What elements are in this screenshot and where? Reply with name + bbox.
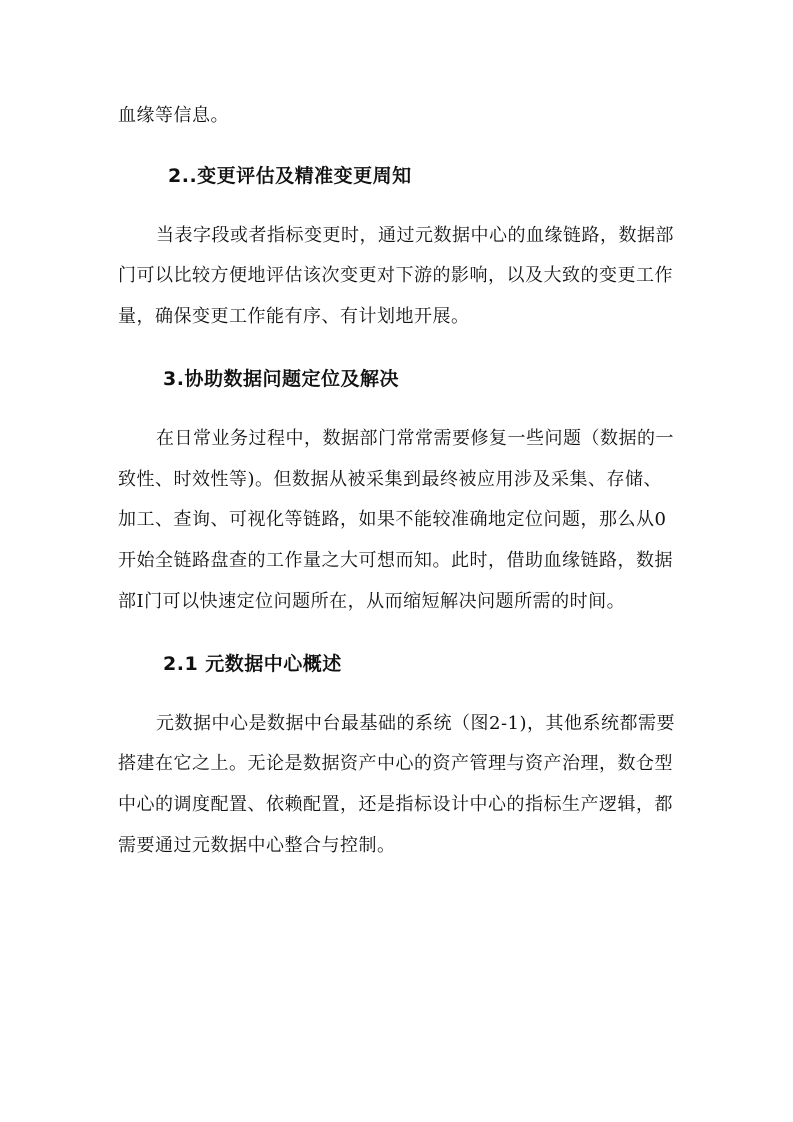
section-heading-metadata-overview: 2.1 元数据中心概述 xyxy=(163,653,342,675)
paragraph-line: 开始全链路盘查的工作量之大可想而知。此时，借助血缘链路，数据 xyxy=(118,550,673,571)
paragraph-line: 血缘等信息。 xyxy=(118,105,229,126)
paragraph-line: 元数据中心是数据中台最基础的系统（图2-1)，其他系统都需要 xyxy=(156,713,676,734)
paragraph-line: 致性、时效性等)。但数据从被采集到最终被应用涉及采集、存储、 xyxy=(118,469,663,490)
paragraph-line: 中心的调度配置、依赖配置，还是指标设计中心的指标生产逻辑，都 xyxy=(118,794,673,815)
paragraph-line: 部Ⅰ门可以快速定位问题所在，从而缩短解决问题所需的时间。 xyxy=(118,591,626,612)
paragraph-line: 在日常业务过程中，数据部门常常需要修复一些问题（数据的一 xyxy=(156,428,674,449)
paragraph-line: 门可以比较方便地评估该次变更对下游的影响，以及大致的变更工作 xyxy=(118,265,673,286)
paragraph-line: 搭建在它之上。无论是数据资产中心的资产管理与资产治理，数仓型 xyxy=(118,753,673,774)
section-heading-change-assessment: 2..变更评估及精准变更周知 xyxy=(168,165,412,187)
paragraph-line: 加工、查询、可视化等链路，如果不能较准确地定位问题，那么从0 xyxy=(118,509,667,530)
paragraph-line: 需要通过元数据中心整合与控制。 xyxy=(118,835,396,856)
paragraph-line: 量，确保变更工作能有序、有计划地开展。 xyxy=(118,306,470,327)
paragraph-line: 当表字段或者指标变更时，通过元数据中心的血缘链路，数据部 xyxy=(156,225,674,246)
section-heading-problem-location: 3.协助数据问题定位及解决 xyxy=(163,368,399,390)
